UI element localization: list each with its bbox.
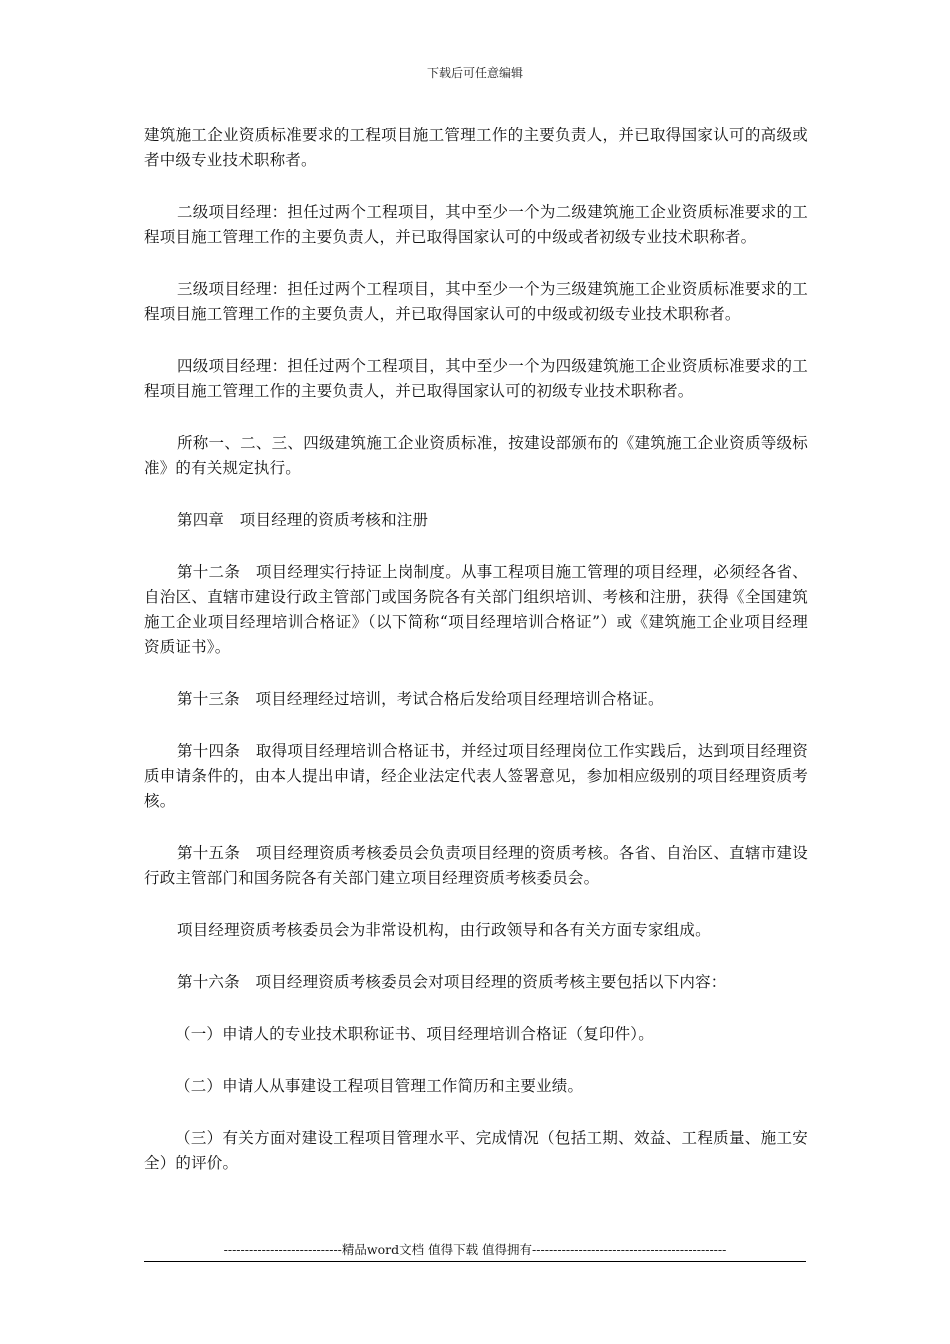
- page-footer: [144, 1242, 806, 1262]
- list-item-3: （三）有关方面对建设工程项目管理水平、完成情况（包括工期、效益、工程质量、施工安全）的评价。: [144, 1129, 808, 1172]
- footer-text: ----------------------------精品word文档 值得下载 值得拥有----------------------------------------------: [223, 1242, 727, 1257]
- page-header: 下载后可任意编辑: [426, 66, 523, 80]
- list-item-2: （二）申请人从事建设工程项目管理工作简历和主要业绩。: [175, 1077, 584, 1095]
- article-13: 第十三条 项目经理经过培训，考试合格后发给项目经理培训合格证。: [177, 690, 664, 708]
- article-12: 第十二条 项目经理实行持证上岗制度。从事工程项目施工管理的项目经理，必须经各省、自治区、直辖市建设行政主管部门或国务院各有关部门组织培训、考核和注册，获得《全国建筑施工企业项目经理培训合格证》（以下简称“项目经理培训合格证”）或《建筑施工企业项目经理资质证书》。: [144, 563, 808, 656]
- chapter-heading: 第四章 项目经理的资质考核和注册: [177, 511, 429, 529]
- paragraph-level-4-manager: 四级项目经理：担任过两个工程项目，其中至少一个为四级建筑施工企业资质标准要求的工程项目施工管理工作的主要负责人，并已取得国家认可的初级专业技术职称者。: [144, 357, 808, 400]
- paragraph-level-2-manager: 二级项目经理：担任过两个工程项目，其中至少一个为二级建筑施工企业资质标准要求的工程项目施工管理工作的主要负责人，并已取得国家认可的中级或者初级专业技术职称者。: [144, 203, 808, 246]
- paragraph-qualification-standard: 所称一、二、三、四级建筑施工企业资质标准，按建设部颁布的《建筑施工企业资质等级标准》的有关规定执行。: [144, 434, 808, 477]
- paragraph-continuation: 建筑施工企业资质标准要求的工程项目施工管理工作的主要负责人，并已取得国家认可的高级或者中级专业技术职称者。: [144, 126, 808, 169]
- document-body: [144, 123, 808, 1203]
- article-14: 第十四条 取得项目经理培训合格证书，并经过项目经理岗位工作实践后，达到项目经理资质申请条件的，由本人提出申请，经企业法定代表人签署意见，参加相应级别的项目经理资质考核。: [144, 742, 808, 810]
- list-item-1: （一）申请人的专业技术职称证书、项目经理培训合格证（复印件）。: [175, 1025, 654, 1043]
- article-16: 第十六条 项目经理资质考核委员会对项目经理的资质考核主要包括以下内容：: [177, 973, 727, 991]
- paragraph-level-3-manager: 三级项目经理：担任过两个工程项目，其中至少一个为三级建筑施工企业资质标准要求的工程项目施工管理工作的主要负责人，并已取得国家认可的中级或初级专业技术职称者。: [144, 280, 808, 323]
- committee-description: 项目经理资质考核委员会为非常设机构，由行政领导和各有关方面专家组成。: [177, 921, 711, 939]
- article-15: 第十五条 项目经理资质考核委员会负责项目经理的资质考核。各省、自治区、直辖市建设行政主管部门和国务院各有关部门建立项目经理资质考核委员会。: [144, 844, 808, 887]
